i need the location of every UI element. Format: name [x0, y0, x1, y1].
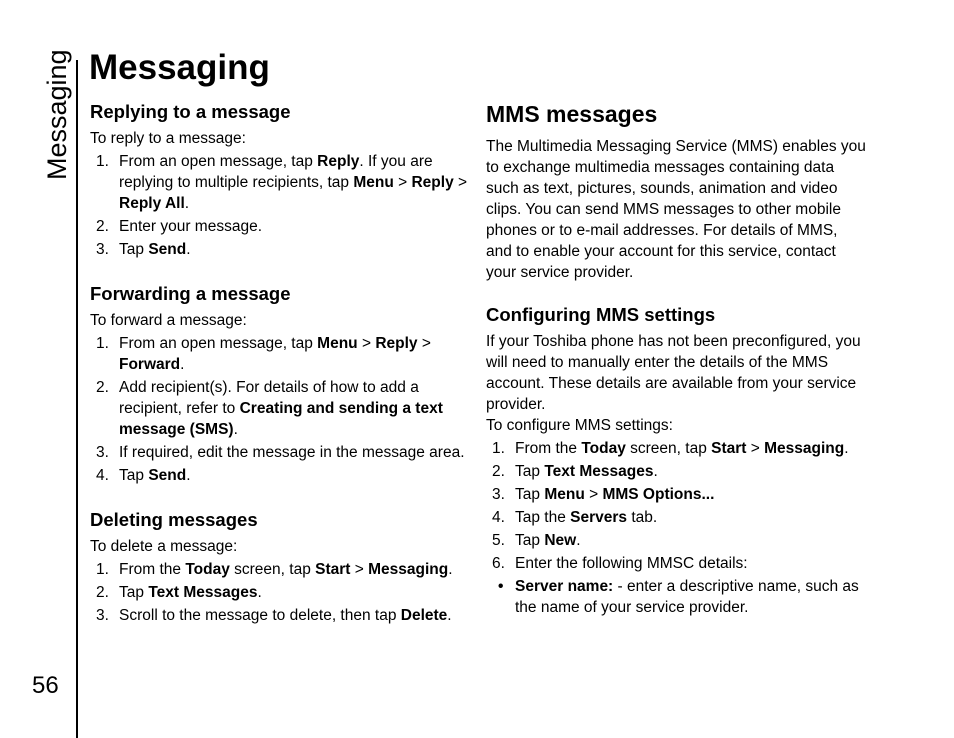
- step-text: From an open message, tap: [119, 335, 318, 352]
- step-text: .: [576, 532, 581, 549]
- step-number: 5.: [492, 532, 505, 549]
- step-number: 3.: [96, 444, 109, 461]
- step-number: 1.: [96, 335, 109, 352]
- list-item: [486, 438, 866, 459]
- steps-list: [90, 559, 470, 626]
- ui-term: Messaging: [368, 561, 449, 578]
- list-item: [486, 484, 866, 505]
- config-description: If your Toshiba phone has not been preconfigured, you will need to manually enter the details of the MMS account. These details are available from your service provider.: [486, 333, 861, 413]
- step-text: Tap: [119, 467, 149, 484]
- step-number: 2.: [96, 379, 109, 396]
- ui-term: Messaging: [764, 440, 845, 457]
- ui-term: Menu: [544, 486, 585, 503]
- step-number: 2.: [96, 584, 109, 601]
- ui-term: Reply: [411, 174, 454, 191]
- steps-list: [90, 151, 470, 260]
- list-item: [486, 461, 866, 482]
- step-text: Tap the: [515, 509, 571, 526]
- step-text: >: [746, 440, 765, 457]
- step-text: .: [257, 584, 262, 601]
- list-item: [90, 559, 470, 580]
- list-item: [90, 151, 470, 214]
- step-text: Tap: [515, 486, 545, 503]
- list-item: [486, 553, 866, 574]
- step-text: From the: [119, 561, 186, 578]
- step-text: .: [447, 607, 452, 624]
- list-item: [486, 530, 866, 551]
- ui-term: Creating and sending a text message (SMS): [119, 400, 443, 438]
- ui-term: Reply: [375, 335, 418, 352]
- step-number: 2.: [492, 463, 505, 480]
- ui-term: Start: [315, 561, 351, 578]
- ui-term: Reply: [317, 153, 360, 170]
- page-title: Messaging: [89, 48, 270, 87]
- step-text: Enter the following MMSC details:: [515, 555, 748, 572]
- step-text: Scroll to the message to delete, then tap: [119, 607, 401, 624]
- step-text: - enter a descriptive name, such as the name of your service provider.: [515, 578, 859, 616]
- step-text: Tap: [515, 463, 545, 480]
- list-item: [486, 576, 866, 618]
- ui-term: New: [544, 532, 577, 549]
- step-text: Tap: [119, 241, 149, 258]
- bullet-icon: •: [498, 578, 504, 595]
- list-item: [90, 442, 470, 463]
- step-text: Add recipient(s). For details of how to add a recipient, refer to: [119, 379, 419, 417]
- step-number: 3.: [492, 486, 505, 503]
- step-text: .: [180, 356, 185, 373]
- section-heading-replying: Replying to a message: [90, 101, 291, 122]
- ui-term: MMS Options...: [602, 486, 715, 503]
- step-text: .: [186, 467, 191, 484]
- ui-term: Today: [185, 561, 230, 578]
- bullet-list: [486, 576, 866, 618]
- ui-term: Menu: [353, 174, 394, 191]
- step-text: .: [186, 241, 191, 258]
- margin-rule: [76, 60, 78, 738]
- ui-term: Server name:: [515, 578, 614, 595]
- list-item: [90, 582, 470, 603]
- list-item: [90, 465, 470, 486]
- ui-term: Text Messages: [544, 463, 654, 480]
- step-text: From the: [515, 440, 582, 457]
- step-text: >: [417, 335, 431, 352]
- step-number: 3.: [96, 241, 109, 258]
- step-text: Tap: [119, 584, 149, 601]
- section-heading-config: Configuring MMS settings: [486, 304, 716, 325]
- right-column: [486, 100, 866, 620]
- list-item: [486, 507, 866, 528]
- section-heading-mms: MMS messages: [486, 101, 658, 127]
- steps-list: [90, 333, 470, 486]
- step-text: screen, tap: [625, 440, 712, 457]
- step-number: 4.: [492, 509, 505, 526]
- list-item: [90, 333, 470, 375]
- ui-term: Text Messages: [148, 584, 258, 601]
- section-intro-deleting: To delete a message:: [90, 538, 238, 555]
- list-item: [90, 605, 470, 626]
- step-text: . If you are replying to multiple recipients, tap: [119, 153, 433, 191]
- step-text: From an open message, tap: [119, 153, 318, 170]
- step-text: >: [393, 174, 412, 191]
- side-tab-label: Messaging: [42, 49, 72, 180]
- step-text: Tap: [515, 532, 545, 549]
- page-number: 56: [32, 672, 59, 699]
- step-text: tab.: [627, 509, 658, 526]
- ui-term: Start: [711, 440, 747, 457]
- ui-term: Reply All: [119, 195, 185, 212]
- ui-term: Send: [148, 467, 187, 484]
- mms-description: The Multimedia Messaging Service (MMS) enables you to exchange multimedia messages containing data such as text, pictures, sounds, animation and video clips. You can send MMS messages to other mobile phones or to e-mail addresses. For details of MMS, and to enable your account for this service, contact your service provider.: [486, 138, 866, 281]
- step-text: .: [653, 463, 658, 480]
- step-number: 4.: [96, 467, 109, 484]
- section-intro-config: To configure MMS settings:: [486, 417, 673, 434]
- section-heading-forwarding: Forwarding a message: [90, 283, 291, 304]
- step-text: .: [184, 195, 190, 212]
- side-tab: [40, 49, 74, 180]
- ui-term: Today: [581, 440, 626, 457]
- section-heading-deleting: Deleting messages: [90, 509, 258, 530]
- step-text: .: [448, 561, 453, 578]
- step-number: 1.: [96, 561, 109, 578]
- step-number: 1.: [96, 153, 109, 170]
- step-text: If required, edit the message in the message area.: [119, 444, 465, 461]
- step-number: 3.: [96, 607, 109, 624]
- list-item: [90, 239, 470, 260]
- ui-term: Menu: [317, 335, 358, 352]
- step-number: 6.: [492, 555, 505, 572]
- section-intro-replying: To reply to a message:: [90, 130, 246, 147]
- ui-term: Servers: [570, 509, 628, 526]
- step-number: 2.: [96, 218, 109, 235]
- ui-term: Forward: [119, 356, 181, 373]
- step-text: .: [844, 440, 849, 457]
- step-text: >: [357, 335, 376, 352]
- steps-list: [486, 438, 866, 574]
- step-text: Enter your message.: [119, 218, 263, 235]
- step-text: .: [233, 421, 238, 438]
- step-text: >: [453, 174, 468, 191]
- ui-term: Send: [148, 241, 187, 258]
- step-text: screen, tap: [229, 561, 316, 578]
- section-intro-forwarding: To forward a message:: [90, 312, 247, 329]
- list-item: [90, 377, 470, 440]
- ui-term: Delete: [400, 607, 448, 624]
- step-number: 1.: [492, 440, 505, 457]
- step-text: >: [584, 486, 603, 503]
- step-text: >: [350, 561, 369, 578]
- left-column: [90, 100, 470, 628]
- list-item: [90, 216, 470, 237]
